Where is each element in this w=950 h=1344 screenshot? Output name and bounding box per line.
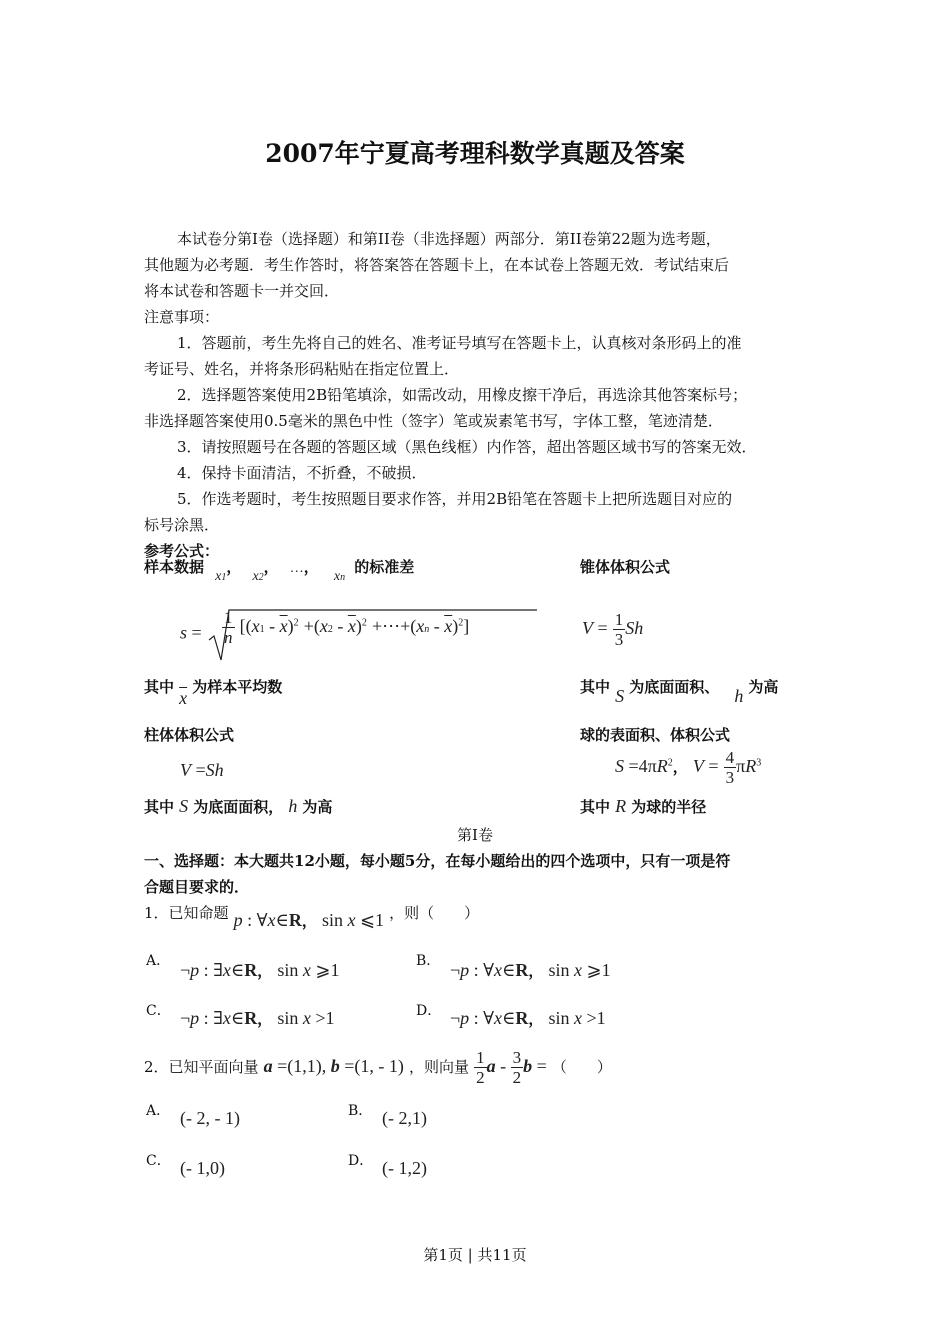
question-2-stem: 2．已知平面向量 a =(1,1), b =(1, - 1) ，则向量 $\frac{1}{2}$ a - $\frac{3}{2}$ b = （ ） bbox=[144, 1048, 612, 1087]
intro-line-1: 本试卷分第I卷（选择题）和第II卷（非选择题）两部分．第II卷第22题为选考题， bbox=[177, 230, 721, 248]
section1-line-2: 合题目要求的． bbox=[144, 878, 250, 896]
notice-2b: 非选择题答案使用0.5毫米的黑色中性（签字）笔或炭素笔书写，字体工整，笔迹清楚． bbox=[144, 412, 723, 430]
page-title: 2007年宁夏高考理科数学真题及答案 bbox=[265, 139, 685, 168]
q1-option-b[interactable]: ¬p : ∀x∈R， sin x ⩾1 bbox=[450, 960, 611, 980]
intro-line-3: 将本试卷和答题卡一并交回． bbox=[144, 282, 340, 300]
q2-option-a-label[interactable]: A． bbox=[146, 1103, 171, 1119]
sphere-formula: $S =4\pi R^2$， V = $\frac{4}{3}$ $\pi R^3$ bbox=[615, 748, 762, 787]
cone-volume-label: 锥体体积公式 bbox=[580, 558, 671, 576]
notice-1a: 1．答题前，考生先将自己的姓名、准考证号填写在答题卡上，认真核对条形码上的准 bbox=[177, 334, 742, 352]
q2-option-d-label[interactable]: D． bbox=[348, 1153, 374, 1169]
q2-option-a[interactable]: (- 2, - 1) bbox=[180, 1108, 240, 1128]
sphere-where-note: 其中 R 为球的半径 bbox=[580, 796, 707, 816]
sphere-label: 球的表面积、体积公式 bbox=[580, 726, 731, 744]
cone-volume-formula: V = $\frac{1}{3}$ Sh bbox=[582, 610, 644, 649]
q1-option-a-label[interactable]: A． bbox=[146, 953, 171, 969]
prism-volume-formula: V =Sh bbox=[180, 760, 224, 780]
notice-heading: 注意事项： bbox=[144, 308, 220, 326]
q1-option-c[interactable]: ¬p : ∃x∈R， sin x >1 bbox=[180, 1008, 335, 1028]
q2-option-d[interactable]: (- 1,2) bbox=[382, 1158, 427, 1178]
notice-4: 4．保持卡面清洁，不折叠，不破损． bbox=[177, 464, 427, 482]
notice-5b: 标号涂黑． bbox=[144, 516, 220, 534]
formula-heading: 参考公式： bbox=[144, 542, 220, 560]
q1-option-d-label[interactable]: D． bbox=[416, 1003, 442, 1019]
intro-line-2: 其他题为必考题．考生作答时，将答案答在答题卡上，在本试卷上答题无效．考试结束后 bbox=[144, 256, 730, 274]
notice-5a: 5．作选考题时，考生按照题目要求作答，并用2B铅笔在答题卡上把所选题目对应的 bbox=[177, 490, 733, 508]
q2-option-b-label[interactable]: B． bbox=[348, 1103, 373, 1119]
prism-volume-label: 柱体体积公式 bbox=[144, 726, 235, 744]
notice-3: 3．请按照题号在各题的答题区域（黑色线框）内作答，超出答题区域书写的答案无效． bbox=[177, 438, 757, 456]
std-dev-formula: s = bbox=[180, 606, 539, 662]
q2-option-c-label[interactable]: C． bbox=[146, 1153, 171, 1169]
q2-option-b[interactable]: (- 2,1) bbox=[382, 1108, 427, 1128]
q1-option-d[interactable]: ¬p : ∀x∈R， sin x >1 bbox=[450, 1008, 606, 1028]
q1-option-c-label[interactable]: C． bbox=[146, 1003, 171, 1019]
q2-option-c[interactable]: (- 1,0) bbox=[180, 1158, 225, 1178]
notice-2a: 2．选择题答案使用2B铅笔填涂，如需改动，用橡皮擦干净后，再选涂其他答案标号； bbox=[177, 386, 748, 404]
notice-1b: 考证号、姓名，并将条形码粘贴在指定位置上． bbox=[144, 360, 460, 378]
section1-line-1: 一、选择题：本大题共12小题，每小题5分，在每小题给出的四个选项中，只有一项是符 bbox=[144, 852, 731, 870]
mean-note: 其中 $\overline{x}$ 为样本平均数 bbox=[144, 678, 283, 708]
cone-where-note: 其中 S 为底面面积、 h 为高 bbox=[580, 678, 779, 706]
q1-option-a[interactable]: ¬p : ∃x∈R， sin x ⩾1 bbox=[180, 960, 340, 980]
q1-option-b-label[interactable]: B． bbox=[416, 953, 441, 969]
sample-std-label: 样本数据 x1， x2， …， xn 的标准差 bbox=[144, 558, 415, 584]
prism-where-note: 其中 S 为底面面积， h 为高 bbox=[144, 796, 333, 816]
page-footer: 第1页 | 共11页 bbox=[423, 1246, 527, 1264]
volume-heading: 第I卷 bbox=[457, 826, 493, 844]
question-1-stem: 1．已知命题 p : ∀x∈R， sin x ⩽1 ，则（ ） bbox=[144, 904, 480, 930]
